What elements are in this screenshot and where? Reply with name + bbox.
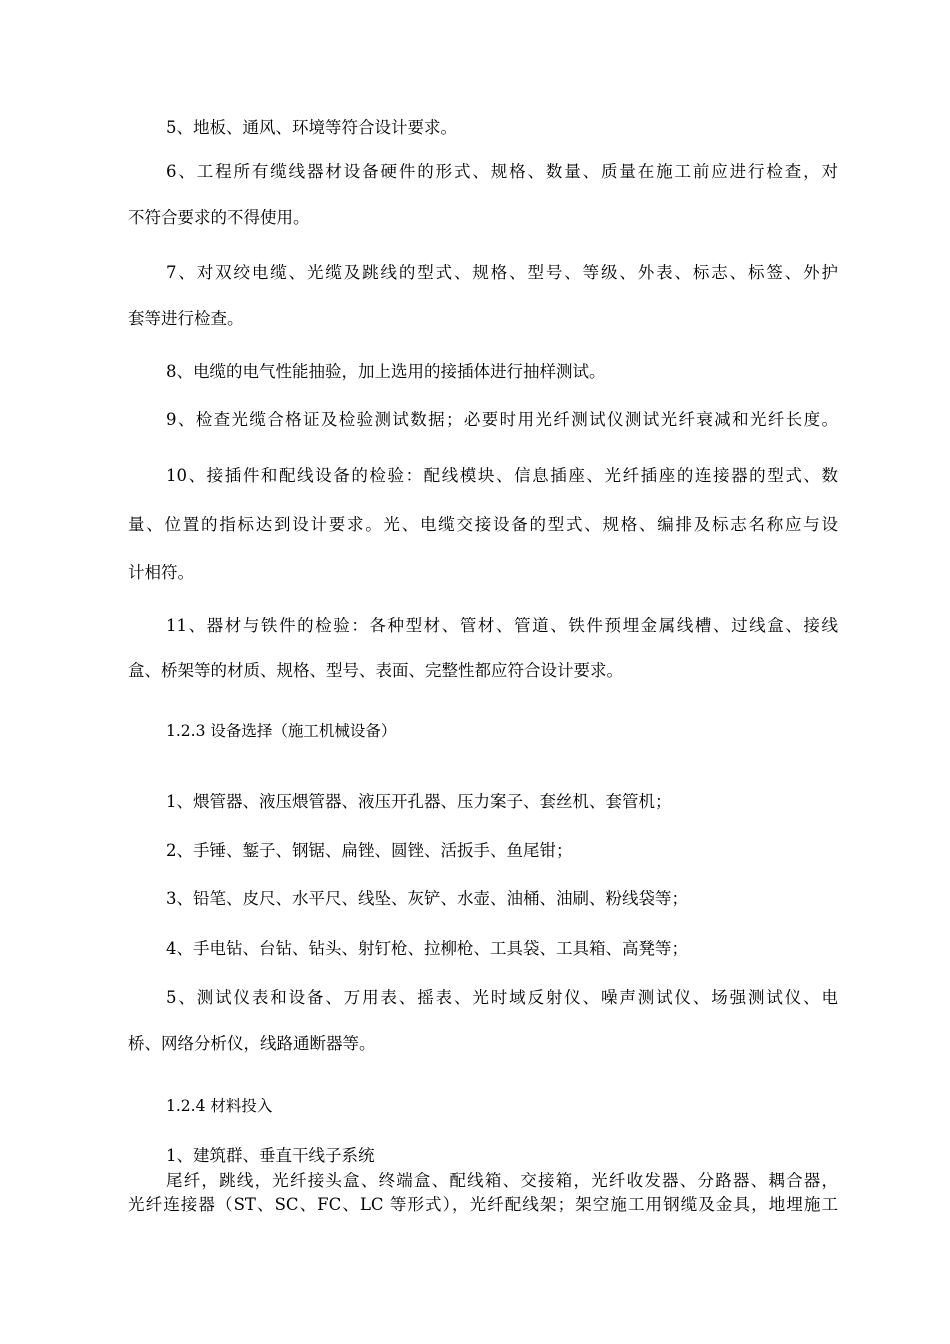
- paragraph-line: 计相符。: [128, 563, 194, 582]
- paragraph-line: 盒、桥架等的材质、规格、型号、表面、完整性都应符合设计要求。: [128, 661, 623, 680]
- list-item: 1、煨管器、液压煨管器、液压开孔器、压力案子、套丝机、套管机；: [166, 792, 672, 811]
- list-item: 1、建筑群、垂直干线子系统: [166, 1146, 375, 1165]
- list-item: 5、测试仪表和设备、万用表、摇表、光时域反射仪、噪声测试仪、场强测试仪、电: [166, 988, 838, 1007]
- paragraph-line: 5、地板、通风、环境等符合设计要求。: [166, 118, 457, 137]
- paragraph-line: 量、位置的指标达到设计要求。光、电缆交接设备的型式、规格、编排及标志名称应与设: [128, 515, 838, 534]
- paragraph-line: 10、接插件和配线设备的检验：配线模块、信息插座、光纤插座的连接器的型式、数: [166, 466, 838, 485]
- paragraph-line: 7、对双绞电缆、光缆及跳线的型式、规格、型号、等级、外表、标志、标签、外护: [166, 263, 838, 282]
- paragraph-line: 9、检查光缆合格证及检验测试数据；必要时用光纤测试仪测试光纤衰减和光纤长度。: [166, 410, 838, 429]
- section-heading: 1.2.4 材料投入: [166, 1097, 273, 1115]
- list-item: 桥、网络分析仪，线路通断器等。: [128, 1034, 376, 1053]
- list-item: 4、手电钻、台钻、钻头、射钉枪、拉柳枪、工具袋、工具箱、高凳等；: [166, 939, 688, 958]
- list-item: 2、手锤、錾子、钢锯、扁锉、圆锉、活扳手、鱼尾钳；: [166, 841, 573, 860]
- paragraph-line: 光纤连接器（ST、SC、FC、LC 等形式），光纤配线架；架空施工用钢缆及金具，地埋施工: [128, 1195, 838, 1214]
- paragraph-line: 11、器材与铁件的检验：各种型材、管材、管道、铁件预埋金属线槽、过线盒、接线: [166, 616, 838, 635]
- paragraph-line: 套等进行检查。: [128, 309, 244, 328]
- list-item: 3、铅笔、皮尺、水平尺、线坠、灰铲、水壶、油桶、油刷、粉线袋等；: [166, 889, 688, 908]
- paragraph-line: 不符合要求的不得使用。: [128, 208, 310, 227]
- paragraph-line: 6、工程所有缆线器材设备硬件的形式、规格、数量、质量在施工前应进行检查，对: [166, 162, 838, 181]
- section-heading: 1.2.3 设备选择（施工机械设备）: [166, 722, 397, 740]
- paragraph-line: 8、电缆的电气性能抽验，加上选用的接插体进行抽样测试。: [166, 362, 606, 381]
- paragraph-line: 尾纤，跳线，光纤接头盒、终端盒、配线箱、交接箱，光纤收发器、分路器、耦合器，: [166, 1171, 838, 1190]
